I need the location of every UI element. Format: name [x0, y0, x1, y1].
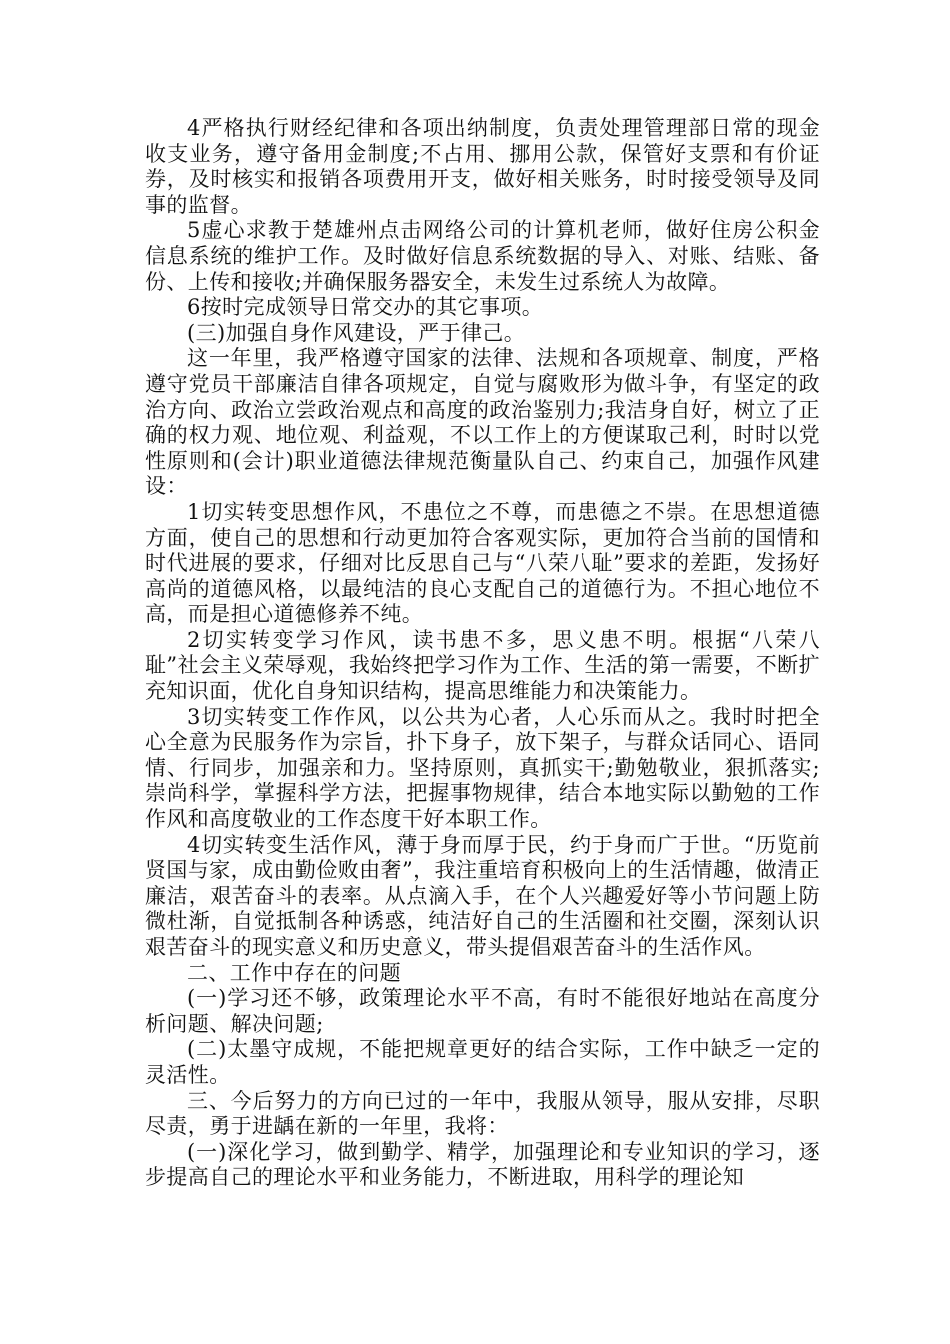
paragraph-life-style: 4切实转变生活作风，薄于身而厚于民，约于身而广于世。“历览前贤国与家，成由勤俭败由奢”，我注重培育积极向上的生活情趣，做清正廉洁，艰苦奋斗的表率。从点滴入手，在个人兴趣爱好等小节问题上防微杜渐，自觉抵制各种诱惑，纯洁好自己的生活圈和社交圈，深刻认识艰苦奋斗的现实意义和历史意义，带头提倡艰苦奋斗的生活作风。	[145, 832, 820, 959]
section-heading-problems: 二、工作中存在的问题	[187, 960, 401, 985]
paragraph-law-compliance: 这一年里，我严格遵守国家的法律、法规和各项规章、制度，严格遵守党员干部廉洁自律各项规定，自觉与腐败形为做斗争，有坚定的政治方向、政治立尝政治观点和高度的政治鉴别力;我洁身自好，树立了正确的权力观、地位观、利益观，不以工作上的方便谋取己利，时时以党性原则和(会计)职业道德法律规范衡量队自己、约束自己，加强作风建设：	[145, 346, 820, 499]
paragraph-work-style: 3切实转变工作作风，以公共为心者，人心乐而从之。我时时把全心全意为民服务作为宗旨，扑下身子，放下架子，与群众话同心、语同情、行同步，加强亲和力。坚持原则，真抓实干;勤勉敬业，狠抓落实;崇尚科学，掌握科学方法，把握事物规律，结合本地实际以勤勉的工作作风和高度敬业的工作态度干好本职工作。	[145, 704, 820, 832]
paragraph-system-maintenance: 5虚心求教于楚雄州点击网络公司的计算机老师，做好住房公积金信息系统的维护工作。及时做好信息系统数据的导入、对账、结账、备份、上传和接收;并确保服务器安全，未发生过系统人为故障。	[145, 218, 820, 294]
section-heading-self-discipline: (三)加强自身作风建设，严于律己。	[187, 320, 526, 345]
paragraph-problem-1: (一)学习还不够，政策理论水平不高，有时不能很好地站在高度分析问题、解决问题;	[145, 986, 820, 1036]
section-heading-future-direction: 三、今后努力的方向已过的一年中，我服从领导，服从安排，尽职尽责，勇于进龋在新的一年里，我将：	[145, 1088, 820, 1139]
paragraph-learning-style: 2切实转变学习作风，读书患不多，思义患不明。根据“八荣八耻”社会主义荣辱观，我始终把学习作为工作、生活的第一需要，不断扩充知识面，优化自身知识结构，提高思维能力和决策能力。	[145, 627, 820, 704]
paragraph-finance-discipline: 4严格执行财经纪律和各项出纳制度，负责处理管理部日常的现金收支业务，遵守备用金制度;不占用、挪用公款，保管好支票和有价证券，及时核实和报销各项费用开支，做好相关账务，时时接受领导及同事的监督。	[145, 116, 820, 217]
paragraph-thinking-style: 1切实转变思想作风，不患位之不尊，而患德之不崇。在思想道德方面，使自己的思想和行动更加符合客观实际，更加符合当前的国情和时代进展的要求，仔细对比反思自己与“八荣八耻”要求的差距，发扬好高尚的道德风格，以最纯洁的良心支配自己的道德行为。不担心地位不高，而是担心道德修养不纯。	[145, 499, 820, 627]
document-page	[145, 116, 820, 1191]
paragraph-problem-2: (二)太墨守成规，不能把规章更好的结合实际，工作中缺乏一定的灵活性。	[145, 1037, 820, 1087]
paragraph-deepen-learning: (一)深化学习，做到勤学、精学，加强理论和专业知识的学习，逐步提高自己的理论水平和业务能力，不断进取，用科学的理论知	[145, 1139, 820, 1190]
paragraph-other-tasks: 6按时完成领导日常交办的其它事项。	[187, 295, 544, 320]
